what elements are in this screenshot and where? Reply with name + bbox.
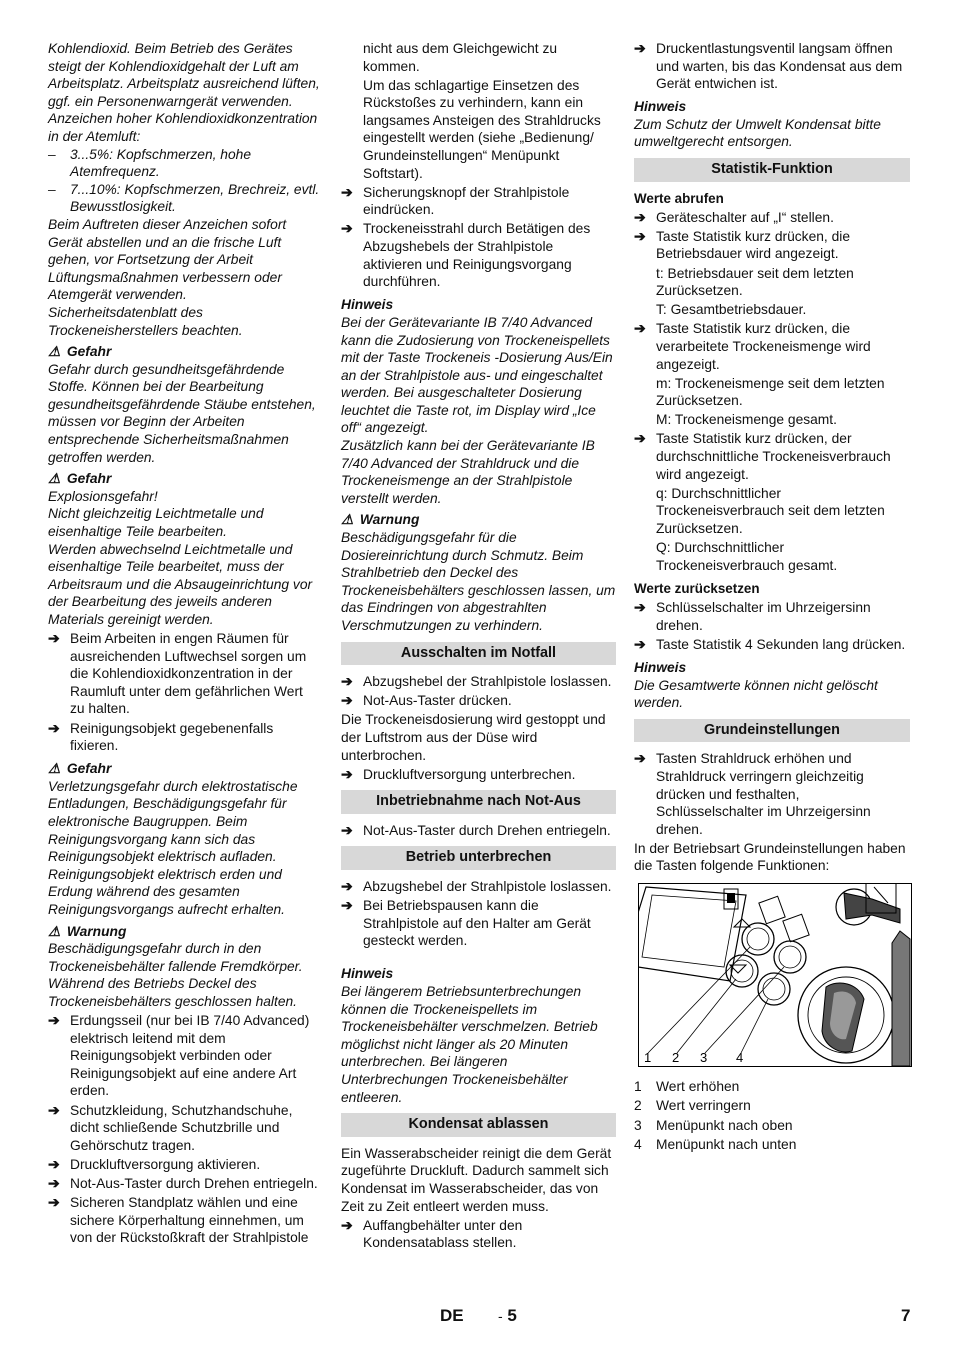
step: ➔ Taste Statistik kurz drücken, der durchschnittliche Trockeneisverbrauch wird angezeigt. <box>634 431 891 482</box>
warning-heading: ⚠ Warnung <box>48 923 127 939</box>
subheading: Werte abrufen <box>634 190 724 206</box>
step: ➔ Geräteschalter auf „I“ stellen. <box>634 209 834 225</box>
step: ➔ Schlüsselschalter im Uhrzeigersinn drehen. <box>634 600 871 633</box>
arrow-icon: ➔ <box>634 600 646 616</box>
warning-triangle-icon: ⚠ <box>48 761 61 777</box>
step: ➔ Druckentlastungsventil langsam öffnen und warten, bis das Kondensat aus dem Gerät entwichen ist. <box>634 41 903 92</box>
step: ➔ Druckluftversorgung unterbrechen. <box>341 766 576 782</box>
arrow-icon: ➔ <box>634 321 646 337</box>
arrow-icon: ➔ <box>341 221 353 237</box>
section-heading: Grundeinstellungen <box>634 719 910 743</box>
section-heading: Ausschalten im Notfall <box>341 642 616 666</box>
step: ➔ Tasten Strahldruck erhöhen und Strahldruck verringern gleichzeitig drücken und festhalten, Schlüsselschalter im Uhrzeigersinn drehen. <box>634 751 871 837</box>
section-heading: Kondensat ablassen <box>341 1113 616 1137</box>
paragraph: Ein Wasserabscheider reinigt die dem Gerät zugeführte Druckluft. Dadurch sammelt sich Kondensat im Wasserabscheider, das von Zeit zu Zeit entleert werden muss. <box>341 1145 612 1214</box>
note-text: Die Gesamtwerte können nicht gelöscht werden. <box>634 677 878 711</box>
step: ➔ Schutzkleidung, Schutzhandschuhe, dicht schließende Schutzbrille und Gehörschutz tragen. <box>48 1102 293 1153</box>
dash-item: – 7...10%: Kopfschmerzen, Brechreiz, evtl. Bewusstlosigkeit. <box>48 181 320 215</box>
step-detail: t: Betriebsdauer seit dem letzten Zurücksetzen. <box>656 265 854 299</box>
section-heading: Inbetriebnahme nach Not-Aus <box>341 790 616 814</box>
column-1 <box>48 40 320 1248</box>
note-text: Zusätzlich kann bei der Gerätevariante IB 7/40 Advanced der Strahldruck und die Trockeneismenge an der Strahlpistole verstellt werden. <box>341 438 595 506</box>
step: ➔ Not-Aus-Taster durch Drehen entriegeln. <box>341 822 611 838</box>
danger-heading: ⚠ Gefahr <box>48 344 112 360</box>
arrow-icon: ➔ <box>341 898 353 914</box>
arrow-icon: ➔ <box>48 1195 60 1210</box>
step: ➔ Taste Statistik kurz drücken, die verarbeitete Trockeneismenge wird angezeigt. <box>634 321 871 372</box>
warning-triangle-icon: ⚠ <box>48 344 61 360</box>
arrow-icon: ➔ <box>634 209 646 225</box>
arrow-icon: ➔ <box>341 693 353 709</box>
danger-text: Werden abwechselnd Leichtmetalle und eisenhaltige Teile bearbeitet, muss der Arbeitsraum und die Absaugeinrichtung vor der Bearbeitung des jeweils anderen Materials gereinigt werden. <box>48 541 313 627</box>
step: ➔ Auffangbehälter unter den Kondensatablass stellen. <box>341 1217 523 1251</box>
dash-text: 7...10%: Kopfschmerzen, Brechreiz, evtl. Bewusstlosigkeit. <box>70 181 320 215</box>
paragraph: Die Trockeneisdosierung wird gestoppt und der Luftstrom aus der Düse wird unterbrochen. <box>341 712 606 763</box>
footer-subpage: - 5 <box>498 1306 517 1325</box>
control-panel-figure <box>638 883 912 1067</box>
note-heading: Hinweis <box>634 99 687 115</box>
step: ➔ Not-Aus-Taster drücken. <box>341 693 512 709</box>
danger-text: Verletzungsgefahr durch elektrostatische Entladungen, Beschädigungsgefahr für elektronische Baugruppen. Beim Reinigungsvorgang kann sich das Reinigungsobjekt elektrisch aufladen. <box>48 778 298 865</box>
step-continuation: Um das schlagartige Einsetzen des Rückstoßes zu verhindern, kann ein langsames Ansteigen des Strahldrucks eingestellt werden (siehe „Bedienung/ Grundeinstellungen“ Menüpunkt Softstart). <box>363 77 601 181</box>
arrow-icon: ➔ <box>341 1217 353 1233</box>
paragraph: In der Betriebsart Grundeinstellungen haben die Tasten folgende Funktionen: <box>634 840 906 874</box>
arrow-icon: ➔ <box>634 636 646 652</box>
column-2 <box>341 40 616 1253</box>
step-detail: m: Trockeneismenge seit dem letzten Zurücksetzen. <box>656 375 885 409</box>
warning-triangle-icon: ⚠ <box>48 923 61 939</box>
step-detail: q: Durchschnittlicher Trockeneisverbrauch seit dem letzten Zurücksetzen. <box>656 485 885 536</box>
paragraph: Anzeichen hoher Kohlendioxidkonzentration in der Atemluft: <box>48 111 318 144</box>
danger-text: Reinigungsobjekt elektrisch erden und Erdung während des gesamten Reinigungsvorgangs aufrecht erhalten. <box>48 866 285 917</box>
step: ➔ Druckluftversorgung aktivieren. <box>48 1156 261 1172</box>
step: ➔ Trockeneisstrahl durch Betätigen des Abzugshebels der Strahlpistole aktivieren und Reinigungsvorgang durchführen. <box>341 221 591 290</box>
arrow-icon: ➔ <box>634 41 646 56</box>
arrow-icon: ➔ <box>634 431 646 447</box>
step: ➔ Not-Aus-Taster durch Drehen entriegeln. <box>48 1175 318 1191</box>
warning-triangle-icon: ⚠ <box>48 471 61 487</box>
column-3 <box>634 40 910 1154</box>
dash-item: – 3...5%: Kopfschmerzen, hohe Atemfrequenz. <box>48 146 251 180</box>
arrow-icon: ➔ <box>48 720 60 736</box>
step: ➔ Erdungsseil (nur bei IB 7/40 Advanced) elektrisch leitend mit dem Reinigungsobjekt verbinden oder Reinigungsobjekt auf eine andere Art erden. <box>48 1013 310 1099</box>
note-text: Bei der Gerätevariante IB 7/40 Advanced kann die Zudosierung von Trockeneispellets mit der Taste Trockeneis -Dosierung Aus/Ein an der Strahlpistole aus- und eingeschaltet werden. Bei ausgeschalteter Dosierung leuchtet die Taste rot, im Display wird „Ice off“ angezeigt. <box>341 314 613 436</box>
subheading: Werte zurücksetzen <box>634 581 760 597</box>
step: ➔ Sicherungsknopf der Strahlpistole eindrücken. <box>341 184 570 218</box>
step: ➔ Taste Statistik 4 Sekunden lang drücken. <box>634 636 906 652</box>
warning-triangle-icon: ⚠ <box>341 512 354 528</box>
warning-text: Beschädigungsgefahr für die Dosiereinrichtung durch Schmutz. Beim Strahlbetrieb den Deckel des Trockeneisbehälters geschlossen lassen, um das Eindringen von abgestrahlten Verschmutzungen zu verhindern. <box>341 530 616 633</box>
step: ➔ Bei Betriebspausen kann die Strahlpistole auf den Halter am Gerät gesteckt werden. <box>341 898 591 949</box>
footer-page-number: 7 <box>901 1306 911 1325</box>
step-continuation: nicht aus dem Gleichgewicht zu kommen. <box>363 41 558 74</box>
danger-heading: ⚠ Gefahr <box>48 471 112 487</box>
figure-label: 3 <box>700 1050 708 1066</box>
danger-text: Gefahr durch gesundheitsgefährdende Stoffe. Können bei der Bearbeitung gesundheitsgefährdende Stäube entstehen, müssen vor Beginn der Arbeiten entsprechende Sicherheitsmaßnahmen getroffen werden. <box>48 361 316 465</box>
step: ➔ Sicheren Standplatz wählen und eine sichere Körperhaltung einnehmen, um von der Rückstoßkraft der Strahlpistole <box>48 1195 309 1246</box>
figure-label: 1 <box>644 1050 652 1066</box>
arrow-icon: ➔ <box>48 1102 60 1118</box>
caption-item: 3 Menüpunkt nach oben <box>634 1117 793 1133</box>
danger-text: Explosionsgefahr! <box>48 488 158 504</box>
warning-text: Beschädigungsgefahr durch in den Trockeneisbehälter fallende Fremdkörper. Während des Betriebs Deckel des Trockeneisbehälters geschlossen halten. <box>48 941 303 1009</box>
arrow-icon: ➔ <box>634 228 646 244</box>
note-heading: Hinweis <box>341 297 394 313</box>
step-detail: T: Gesamtbetriebsdauer. <box>656 302 807 318</box>
footer-language: DE <box>440 1306 464 1325</box>
section-heading: Betrieb unterbrechen <box>341 846 616 870</box>
warning-heading: ⚠ Warnung <box>341 512 420 528</box>
paragraph: Sicherheitsdatenblatt des Trockeneisherstellers beachten. <box>48 304 243 338</box>
step-detail: Q: Durchschnittlicher Trockeneisverbrauch gesamt. <box>656 539 838 573</box>
note-heading: Hinweis <box>341 966 394 982</box>
step: ➔ Taste Statistik kurz drücken, die Betriebsdauer wird angezeigt. <box>634 228 851 262</box>
dash-text: 3...5%: Kopfschmerzen, hohe Atemfrequenz. <box>70 146 251 180</box>
arrow-icon: ➔ <box>48 1156 60 1172</box>
arrow-icon: ➔ <box>341 766 353 782</box>
caption-item: 1 Wert erhöhen <box>634 1078 740 1094</box>
step: ➔ Beim Arbeiten in engen Räumen für ausreichenden Luftwechsel sorgen um die Kohlendioxidkonzentration in der Raumluft unter dem gefährlichen Wert zu halten. <box>48 631 307 717</box>
step: ➔ Abzugshebel der Strahlpistole loslassen. <box>341 879 612 895</box>
arrow-icon: ➔ <box>341 184 353 200</box>
arrow-icon: ➔ <box>341 674 353 690</box>
arrow-icon: ➔ <box>48 1175 60 1191</box>
danger-heading: ⚠ Gefahr <box>48 761 112 777</box>
figure-label: 4 <box>736 1050 744 1066</box>
arrow-icon: ➔ <box>48 631 60 647</box>
paragraph: Kohlendioxid. Beim Betrieb des Gerätes steigt der Kohlendioxidgehalt der Luft am Arbeitsplatz. Arbeitsplatz ausreichend lüften, ggf. ein Personenwarngerät verwenden. <box>48 41 320 109</box>
figure-label: 2 <box>672 1050 680 1066</box>
paragraph: Beim Auftreten dieser Anzeichen sofort Gerät abstellen und an die frische Luft gehen, vor Fortsetzung der Arbeit Lüftungsmaßnahmen verbessern oder Atemgerät verwenden. <box>48 216 287 303</box>
caption-item: 4 Menüpunkt nach unten <box>634 1137 797 1153</box>
note-text: Bei längerem Betriebsunterbrechungen können die Trockeneispellets im Trockeneisbehälter verschmelzen. Betrieb möglichst nicht länger als 20 Minuten unterbrechen. Bei längeren Unterbrechungen Trockeneisbehälter entleeren. <box>341 984 598 1105</box>
step: ➔ Reinigungsobjekt gegebenenfalls fixieren. <box>48 720 274 754</box>
section-heading: Statistik-Funktion <box>634 158 910 182</box>
caption-item: 2 Wert verringern <box>634 1098 751 1114</box>
arrow-icon: ➔ <box>341 822 353 838</box>
arrow-icon: ➔ <box>634 751 646 767</box>
step-detail: M: Trockeneismenge gesamt. <box>656 412 837 428</box>
note-heading: Hinweis <box>634 660 687 675</box>
note-text: Zum Schutz der Umwelt Kondensat bitte umweltgerecht entsorgen. <box>634 116 881 150</box>
danger-text: Nicht gleichzeitig Leichtmetalle und eisenhaltige Teile bearbeiten. <box>48 506 264 540</box>
arrow-icon: ➔ <box>341 879 353 895</box>
step: ➔ Abzugshebel der Strahlpistole loslassen. <box>341 674 612 690</box>
arrow-icon: ➔ <box>48 1013 60 1029</box>
